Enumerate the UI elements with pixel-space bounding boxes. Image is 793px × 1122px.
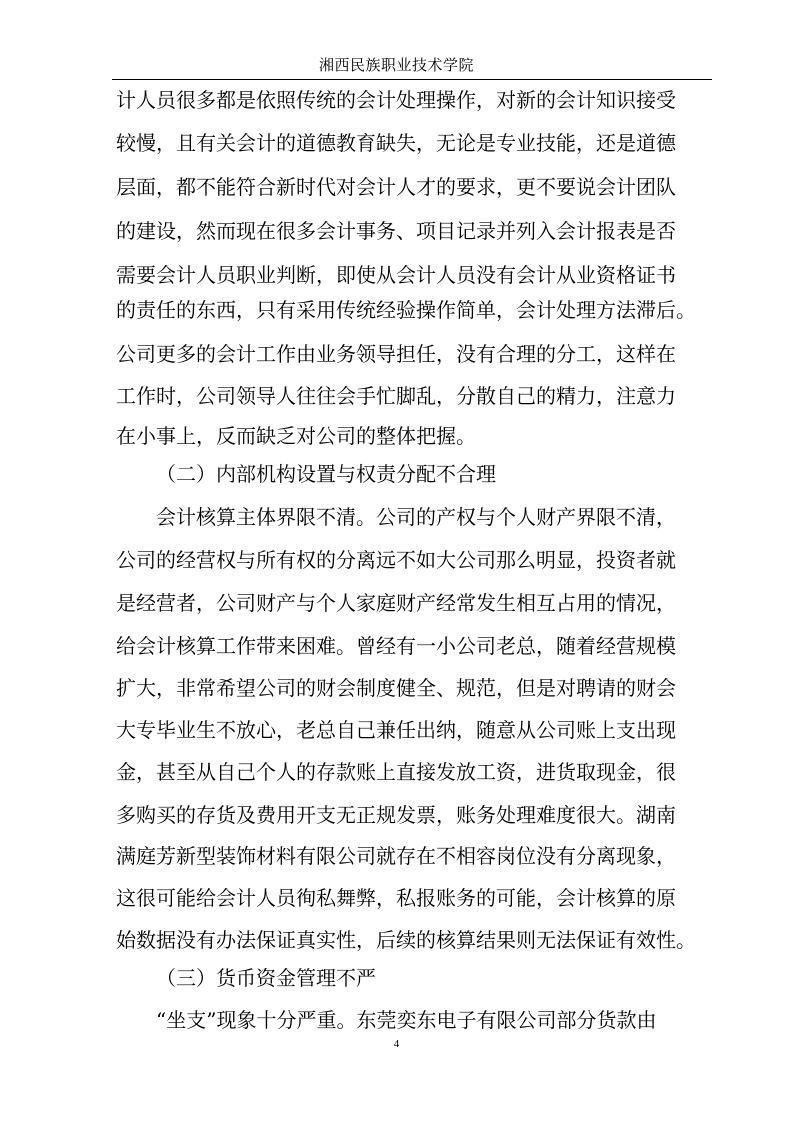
- text-line: 的责任的东西，只有采用传统经验操作简单，会计处理方法滞后。: [116, 298, 696, 322]
- text-line: 公司更多的会计工作由业务领导担任，没有合理的分工，这样在: [116, 342, 676, 366]
- text-line: 在小事上，反而缺乏对公司的整体把握。: [116, 424, 476, 448]
- text-line: 计人员很多都是依照传统的会计处理操作，对新的会计知识接受: [116, 88, 676, 112]
- text-line: 扩大，非常希望公司的财会制度健全、规范，但是对聘请的财会: [116, 676, 676, 700]
- text-line: 多购买的存货及费用开支无正规发票，账务处理难度很大。湖南: [116, 803, 676, 827]
- text-line: 层面，都不能符合新时代对会计人才的要求，更不要说会计团队: [116, 175, 676, 199]
- text-line: 大专毕业生不放心，老总自己兼任出纳，随意从公司账上支出现: [116, 718, 676, 742]
- text-line: 会计核算主体界限不清。公司的产权与个人财产界限不清，: [156, 505, 676, 529]
- text-line: 的建设，然而现在很多会计事务、项目记录并列入会计报表是否: [116, 219, 676, 243]
- text-line: 工作时，公司领导人往往会手忙脚乱，分散自己的精力，注意力: [116, 384, 676, 408]
- page-number: 4: [393, 1038, 400, 1050]
- header-divider: [112, 79, 712, 80]
- text-line: 需要会计人员职业判断，即使从会计人员没有会计从业资格证书: [116, 263, 676, 287]
- section-heading: （三）货币资金管理不严: [156, 966, 376, 990]
- text-line: 满庭芳新型装饰材料有限公司就存在不相容岗位没有分离现象，: [116, 844, 676, 868]
- text-line: 金，甚至从自己个人的存款账上直接发放工资，进货取现金，很: [116, 760, 676, 784]
- section-heading: （二）内部机构设置与权责分配不合理: [156, 462, 496, 486]
- text-line: 始数据没有办法保证真实性，后续的核算结果则无法保证有效性。: [116, 928, 696, 952]
- text-line: 公司的经营权与所有权的分离远不如大公司那么明显，投资者就: [116, 548, 676, 572]
- text-line: 这很可能给会计人员徇私舞弊，私报账务的可能，会计核算的原: [116, 886, 676, 910]
- text-line: “坐支”现象十分严重。东莞奕东电子有限公司部分货款由: [156, 1008, 657, 1032]
- text-line: 给会计核算工作带来困难。曾经有一小公司老总，随着经营规模: [116, 634, 676, 658]
- text-line: 是经营者，公司财产与个人家庭财产经常发生相互占用的情况，: [116, 591, 676, 615]
- text-line: 较慢，且有关会计的道德教育缺失，无论是专业技能，还是道德: [116, 131, 676, 155]
- page-header-title: 湘西民族职业技术学院: [318, 56, 474, 74]
